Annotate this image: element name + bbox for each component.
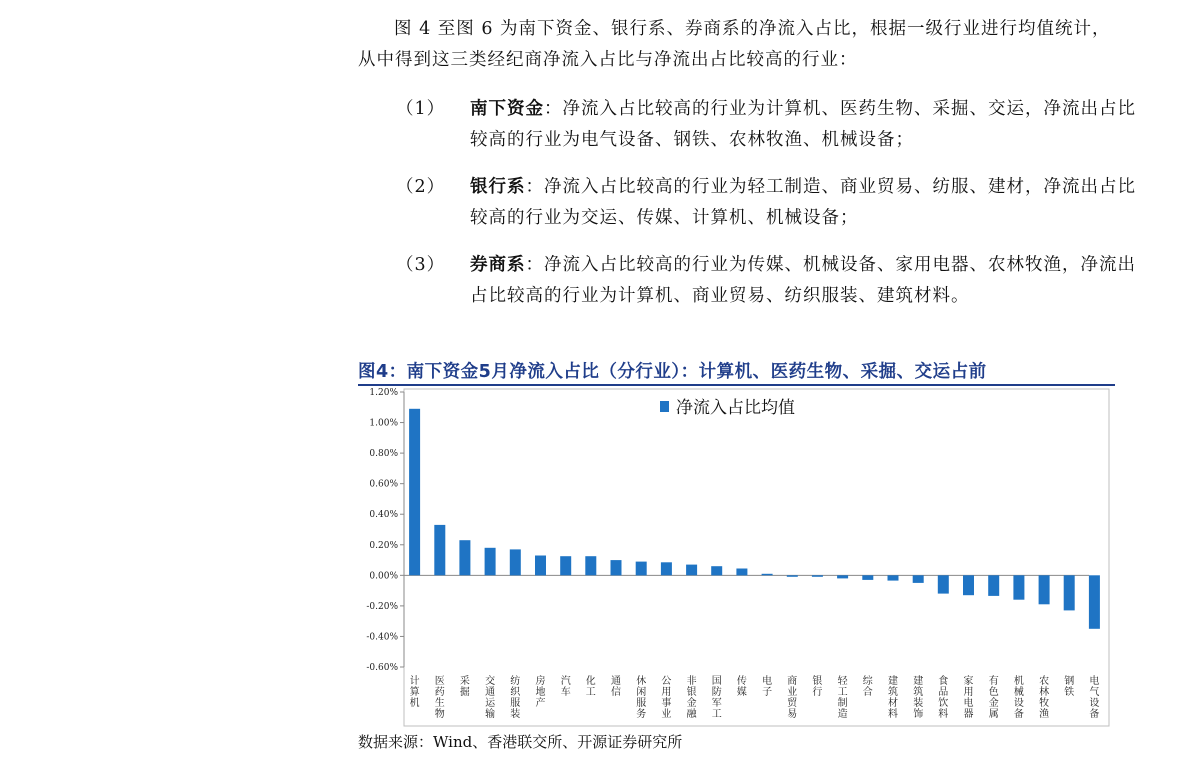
x-tick-label: 有色金属 xyxy=(988,676,999,720)
x-tick-label: 医药生物 xyxy=(434,676,445,720)
bar xyxy=(913,575,924,583)
x-tick-label: 银行 xyxy=(812,676,823,698)
bar xyxy=(837,575,848,578)
intro-paragraph: 图 4 至图 6 为南下资金、银行系、券商系的净流入占比，根据一级行业进行均值统计，从中得到这三类经纪商净流入占比与净流出占比较高的行业： xyxy=(358,19,1111,70)
x-tick-label: 计算机 xyxy=(409,676,420,709)
x-tick-label: 家用电器 xyxy=(963,676,974,720)
item-body xyxy=(470,172,1140,234)
bar xyxy=(409,409,420,576)
y-tick-label: -0.60% xyxy=(366,663,398,673)
item-label: 南下资金 xyxy=(470,99,544,119)
y-tick-label: -0.40% xyxy=(366,632,398,643)
bar xyxy=(459,540,470,575)
x-tick-label: 机械设备 xyxy=(1013,676,1024,720)
bar xyxy=(485,548,496,576)
x-tick-label: 通信 xyxy=(611,676,621,698)
x-tick-label: 轻工制造 xyxy=(837,676,848,720)
bar xyxy=(862,575,873,580)
x-tick-label: 传媒 xyxy=(736,676,747,698)
y-tick-label: 0.00% xyxy=(369,571,398,582)
bar xyxy=(686,565,697,576)
x-tick-label: 食品饮料 xyxy=(938,676,949,720)
item-number: （3） xyxy=(396,255,446,275)
x-tick-label: 采掘 xyxy=(459,676,470,698)
x-tick-label: 商业贸易 xyxy=(787,676,798,720)
x-tick-label: 建筑材料 xyxy=(888,676,898,720)
bar-chart xyxy=(358,384,1115,728)
x-tick-label: 农林牧渔 xyxy=(1039,676,1050,720)
bar xyxy=(988,575,999,596)
y-tick-label: 0.20% xyxy=(369,540,398,551)
x-tick-label: 交通运输 xyxy=(485,676,496,720)
figure-title: 图4：南下资金5月净流入占比（分行业）：计算机、医药生物、采掘、交运占前 xyxy=(358,358,1115,386)
bar xyxy=(787,575,798,577)
x-tick-label: 电子 xyxy=(762,676,773,698)
legend xyxy=(660,398,795,418)
x-axis-labels xyxy=(410,674,1100,720)
bar xyxy=(1064,575,1075,610)
bar xyxy=(888,575,899,580)
y-tick-label: 1.00% xyxy=(369,418,398,429)
x-tick-label: 电气设备 xyxy=(1089,676,1100,720)
y-tick-label: -0.20% xyxy=(366,601,398,612)
legend-label: 净流入占比均值 xyxy=(676,398,795,418)
item-body xyxy=(470,250,1140,312)
bar xyxy=(560,556,571,575)
x-tick-label: 钢铁 xyxy=(1064,676,1075,698)
bar xyxy=(1013,575,1024,599)
y-axis xyxy=(366,388,1089,673)
bar xyxy=(661,562,672,575)
item-number: （1） xyxy=(396,99,446,119)
bar xyxy=(963,575,974,595)
x-tick-label: 纺织服装 xyxy=(510,676,521,720)
item-body xyxy=(470,94,1140,156)
bar xyxy=(1089,575,1100,629)
bar xyxy=(938,575,949,593)
x-tick-label: 综合 xyxy=(862,676,873,698)
bar xyxy=(762,574,773,576)
bar xyxy=(812,575,823,577)
bar xyxy=(510,549,521,575)
y-tick-label: 1.20% xyxy=(369,388,398,398)
item-text: ：净流入占比较高的行业为传媒、机械设备、家用电器、农林牧渔，净流出占比较高的行业为计算机、商业贸易、纺织服装、建筑材料。 xyxy=(470,255,1136,306)
bar xyxy=(585,556,596,575)
figure-source: 数据来源：Wind、香港联交所、开源证券研究所 xyxy=(358,733,683,751)
y-tick-label: 0.80% xyxy=(369,449,398,460)
x-tick-label: 公用事业 xyxy=(661,676,672,720)
chart-container xyxy=(358,384,1115,728)
y-tick-label: 0.40% xyxy=(369,510,398,521)
bar xyxy=(1039,575,1050,604)
item-label: 银行系 xyxy=(470,177,526,197)
x-tick-label: 房地产 xyxy=(535,676,546,709)
bar xyxy=(736,569,747,576)
y-tick-label: 0.60% xyxy=(369,479,398,490)
bar xyxy=(611,560,622,575)
bar xyxy=(711,566,722,575)
bar xyxy=(434,525,445,575)
item-text: ：净流入占比较高的行业为轻工制造、商业贸易、纺服、建材，净流出占比较高的行业为交运、传媒、计算机、机械设备； xyxy=(470,177,1136,228)
item-text: ：净流入占比较高的行业为计算机、医药生物、采掘、交运，净流出占比较高的行业为电气设备、钢铁、农林牧渔、机械设备； xyxy=(470,99,1136,150)
bar xyxy=(535,556,546,576)
x-tick-label: 休闲服务 xyxy=(636,676,647,720)
bar-series xyxy=(409,409,1100,629)
x-tick-label: 汽车 xyxy=(560,676,571,698)
x-tick-label: 国防军工 xyxy=(711,676,722,720)
x-tick-label: 化工 xyxy=(585,676,596,698)
item-number: （2） xyxy=(396,177,446,197)
x-tick-label: 建筑装饰 xyxy=(913,676,924,720)
bar xyxy=(636,562,647,576)
x-tick-label: 非银金融 xyxy=(686,676,697,720)
legend-swatch xyxy=(660,401,669,412)
item-label: 券商系 xyxy=(470,255,526,275)
